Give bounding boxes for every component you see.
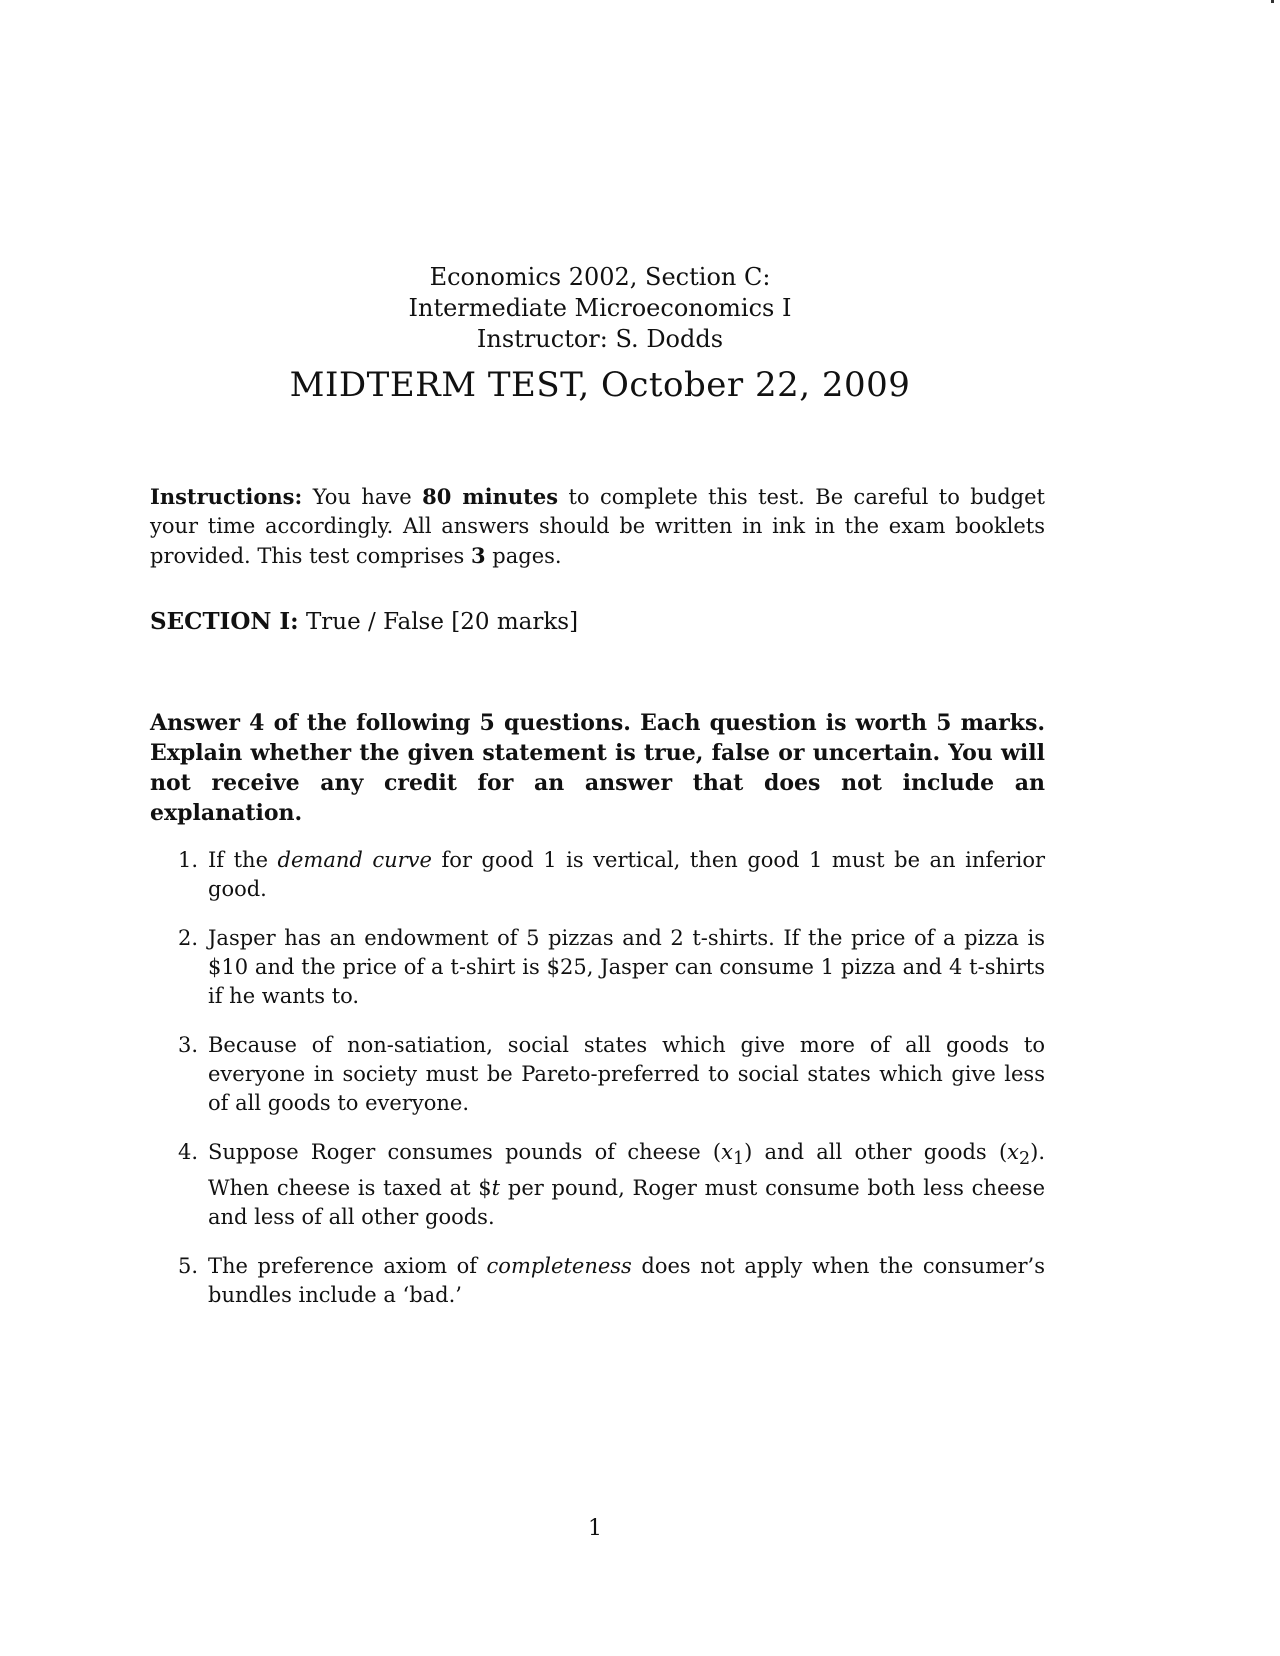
question-text: The preference axiom of <box>208 1254 487 1279</box>
question-emphasis: completeness <box>486 1254 632 1279</box>
exam-header <box>0 262 1200 405</box>
question-number: 5. <box>178 1254 199 1279</box>
question-text: ). When cheese is taxed at $ <box>208 1140 1045 1201</box>
question-number: 2. <box>178 926 199 950</box>
question-text: Because of non-satiation, social states which give more of all goods to everyone in society must be Pareto-preferred to social states which give less of all goods to everyone. <box>208 1033 1045 1115</box>
question-number: 1. <box>178 848 199 872</box>
question-text: Suppose Roger consumes pounds of cheese ( <box>208 1140 722 1164</box>
question-number: 3. <box>178 1033 199 1057</box>
question-text: If the <box>208 848 278 872</box>
math-subscript: 2 <box>1018 1149 1031 1170</box>
course-subtitle: Intermediate Microeconomics I <box>408 294 792 322</box>
question-text: does not apply when the consumer’s bundles include a ‘bad.’ <box>208 1254 1045 1308</box>
question-number: 4. <box>178 1140 199 1164</box>
math-subscript: 1 <box>732 1149 745 1170</box>
section-directions: Answer 4 of the following 5 questions. Each question is worth 5 marks. Explain whether the given statement is true, false or uncertain. You will not receive any credit for an answer that does not include an explanation. <box>150 710 1045 826</box>
question-emphasis: demand curve <box>277 848 432 872</box>
question-item <box>150 846 1045 904</box>
instructions-text-c: pages. <box>485 544 562 568</box>
question-item <box>150 924 1045 1011</box>
question-text: Jasper has an endowment of 5 pizzas and 2 t-shirts. If the price of a pizza is $10 and the price of a t-shirt is $25, Jasper can consume 1 pizza and 4 t-shirts if he wants to. <box>208 926 1045 1008</box>
math-variable: x <box>1007 1140 1019 1164</box>
course-line: Economics 2002, Section C: <box>429 263 771 291</box>
question-item <box>150 1138 1045 1232</box>
scan-speck <box>1271 0 1274 3</box>
instructor-line: Instructor: S. Dodds <box>476 325 724 353</box>
instructions-page-count: 3 <box>471 543 486 568</box>
section-label: SECTION I: <box>150 608 299 635</box>
question-text: per pound, Roger must consume both less cheese and less of all other goods. <box>208 1176 1045 1230</box>
instructions-duration: 80 minutes <box>422 484 559 509</box>
test-title: MIDTERM TEST, October 22, 2009 <box>289 365 911 405</box>
section-name: True / False [20 marks] <box>298 609 579 635</box>
math-variable: t <box>491 1176 501 1201</box>
question-item <box>150 1031 1045 1118</box>
question-text: for good 1 is vertical, then good 1 must be an inferior good. <box>208 848 1045 901</box>
question-item <box>150 1252 1045 1310</box>
question-list <box>150 846 1045 1310</box>
instructions-label: Instructions: <box>150 484 303 509</box>
instructions-text-b: to complete this test. Be careful to budget your time accordingly. All answers should be written in ink in the exam booklets provided. This test comprises <box>150 485 1045 568</box>
math-variable: x <box>721 1140 733 1164</box>
section-heading <box>150 608 578 635</box>
question-text: ) and all other goods ( <box>744 1140 1008 1164</box>
instructions-paragraph <box>150 482 1045 571</box>
instructions-text-a: You have <box>302 485 423 509</box>
page-number: 1 <box>588 1516 602 1541</box>
